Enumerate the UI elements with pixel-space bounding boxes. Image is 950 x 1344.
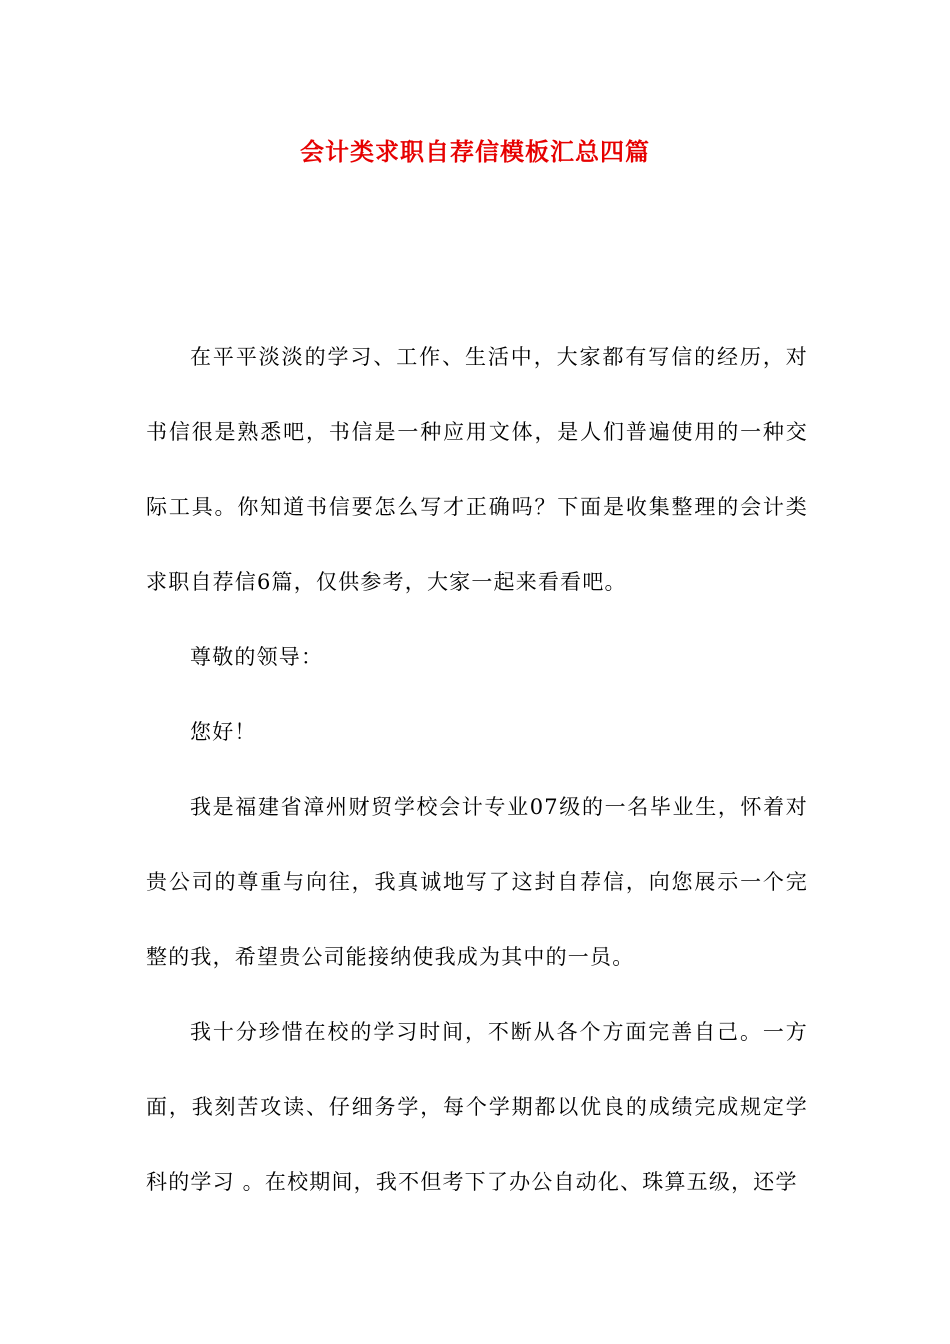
document-title: 会计类求职自荐信模板汇总四篇 bbox=[300, 137, 650, 166]
document-body bbox=[146, 320, 808, 1220]
intro-paragraph: 在平平淡淡的学习、工作、生活中，大家都有写信的经历，对书信很是熟悉吧，书信是一种应用文体，是人们普遍使用的一种交际工具。你知道书信要怎么写才正确吗？下面是收集整理的会计类求职自荐信6篇，仅供参考，大家一起来看看吧。 bbox=[146, 345, 808, 594]
salutation: 尊敬的领导： bbox=[190, 645, 324, 669]
study-paragraph: 我十分珍惜在校的学习时间，不断从各个方面完善自己。一方面，我刻苦攻读、仔细务学，每个学期都以优良的成绩完成规定学科的学习 。在校期间，我不但考下了办公自动化、珠算五级，还学 bbox=[146, 1020, 808, 1194]
greeting: 您好！ bbox=[190, 720, 257, 744]
self-introduction-paragraph: 我是福建省漳州财贸学校会计专业07级的一名毕业生，怀着对贵公司的尊重与向往，我真诚地写了这封自荐信，向您展示一个完整的我，希望贵公司能接纳使我成为其中的一员。 bbox=[146, 795, 808, 969]
